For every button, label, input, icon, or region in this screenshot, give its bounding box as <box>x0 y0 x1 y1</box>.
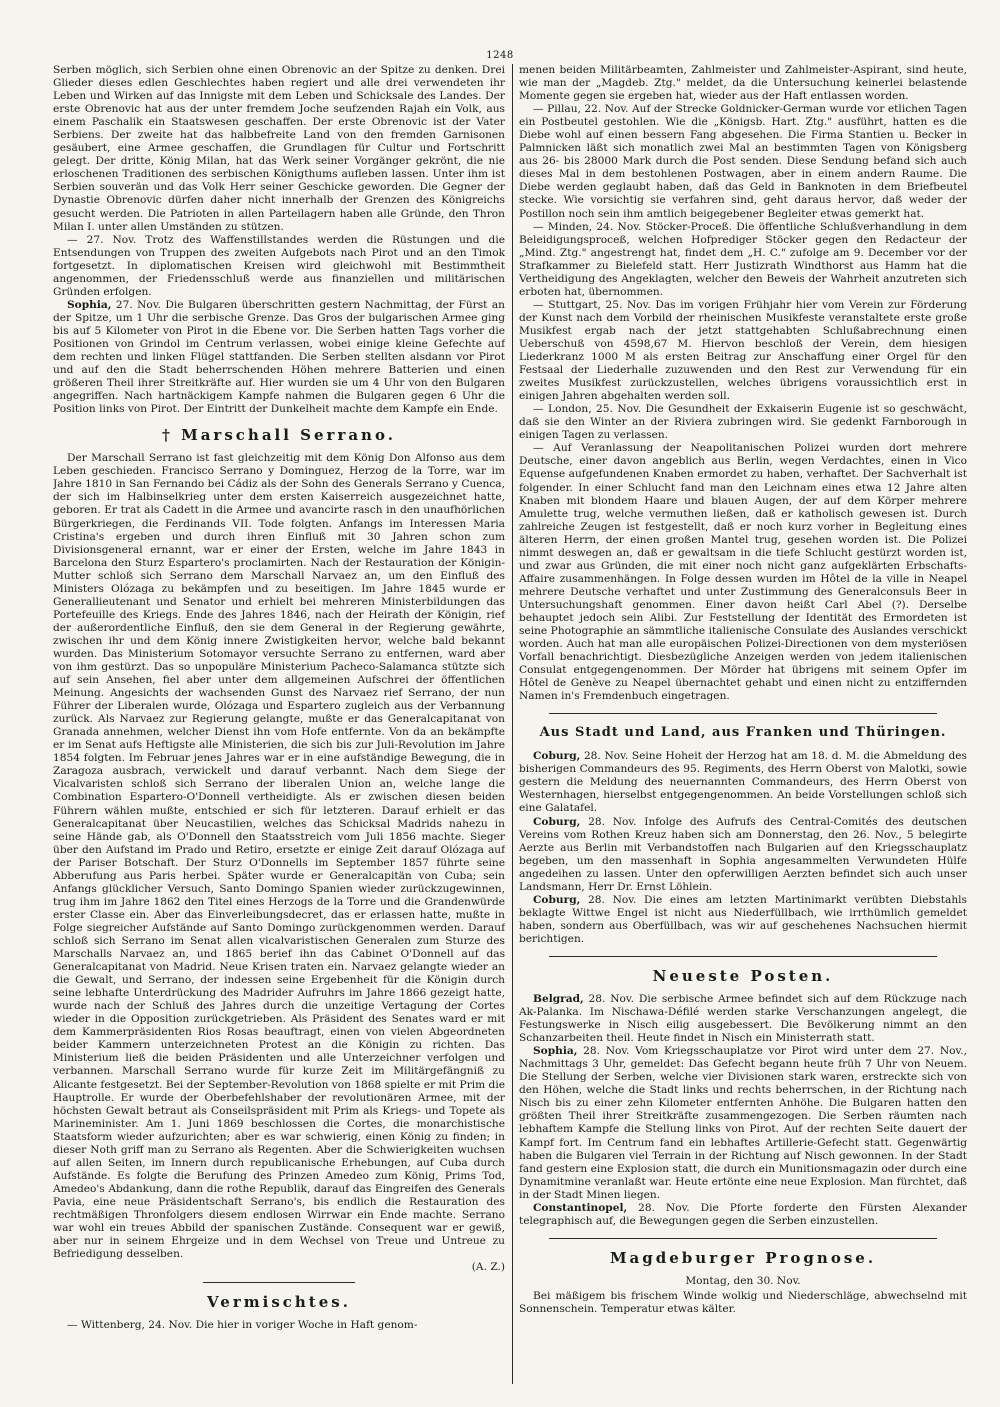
article-wittenberg-cont: menen beiden Militärbeamten, Zahlmeister und Zahlmeister-Aspirant, sind heute, wie man der „Magdeb. Ztg." meldet, da die Untersuchung keinerlei belastende Momente gegen sie ergeben hat, wieder aus der Haft entlassen worden. <box>519 64 967 103</box>
article-serrano: Der Marschall Serrano ist fast gleichzeitig mit dem König Don Alfonso aus dem Leben geschieden. Francisco Serrano y Dominguez, Herzog de la Torre, war im Jahre 1810 in San Fernando bei Cádiz als der Sohn des Generals Serrano y Cuenca, der sich im Halbinselkrieg unter dem ersten Kaiserreich ausgezeichnet hatte, geboren. Er trat als Cadett in die Armee und avancirte rasch in den unaufhörlichen Bürgerkriegen, die Ferdinands VII. Tode folgten. Anfangs im Interessen Maria Cristina's ergeben und durch ihren Einfluß mit 30 Jahren schon zum Divisionsgeneral ernannt, war er einer der Ersten, welche im Jahre 1843 in Barcelona den Sturz Espartero's proclamirten. Nach der Restauration der Königin-Mutter schloß sich Serrano dem Marschall Narvaez an, um den Einfluß des Ministers Olózaga zu bekämpfen und zu beseitigen. Im Jahre 1845 wurde er Generallieutenant und Senator und erhielt bei mehreren Ministerbildungen das Portefeuille des Kriegs. Ende des Jahres 1846, nach der Heirath der Königin, rief der außerordentliche Einfluß, den sie dem General in der Regierung gewährte, zwischen ihr und dem König innere Zwistigkeiten hervor, welche bald bekannt wurden. Das Ministerium Sotomayor versuchte Serrano zu entfernen, ward aber von ihm gestürzt. Das so unpopuläre Ministerium Pacheco-Salamanca stützte sich auf sein Ansehen, fiel aber unter dem allgemeinen Aufschrei der öffentlichen Meinung. Angesichts der wachsenden Gunst des Narvaez rief Serrano, der nun Führer der Liberalen wurde, Olózaga und Espartero zugleich aus der Verbannung zurück. Als Narvaez zur Regierung gelangte, mußte er das Generalcapitanat von Granada annehmen, welcher Dienst ihn vom Hofe entfernte. Von da an bekämpfte er im Senat aufs Heftigste alle Ministerien, die sich bis zur Juli-Revolution im Jahre 1854 folgten. Im Februar jenes Jahres war er in eine aufständige Bewegung, die in Zaragoza ausbrach, verwickelt und darauf verbannt. Nach dem Siege der Vicalvaristen schloß sich Serrano der liberalen Union an, welche lange die Combination Espartero-O'Donnell vertheidigte. Als er zwischen diesen beiden Führern wählen mußte, entschied er sich für letzteren. Darauf erhielt er das Generalcapitanat über Neucastilien, welches das Schicksal Madrids nahezu in seine Hände gab, als O'Donnell den Staatsstreich vom Juli 1856 machte. Sieger über den Aufstand im Prado und Retiro, ersetzte er einige Zeit darauf Olózaga auf der Pariser Botschaft. Der Sturz O'Donnells im September 1857 führte seine Abberufung aus Paris herbei. Später wurde er Generalcapitän von Cuba; sein Anfangs glücklicher Versuch, Santo Domingo Spanien wieder zurückzugewinnen, trug ihm im Jahre 1862 den Titel eines Herzogs de la Torre und die Grandenwürde erster Classe ein. Aber das Einverleibungsdecret, das er erlassen hatte, mußte in Folge siegreicher Aufstände auf Santo Domingo zurückgenommen werden. Darauf schloß sich Serrano im Senat allen vicalvaristischen Generalen zum Sturze des Marschalls Narvaez an, und 1865 berief ihn das Cabinet O'Donnell auf das Generalcapitanat von Madrid. Neue Krisen traten ein. Narvaez gelangte wieder an die Gewalt, und Serrano, der indessen seine Ergebenheit für die Königin durch seine lebhafte Unterdrückung des Madrider Aufruhrs im Jahre 1866 gezeigt hatte, wurde nach der Schluß des Jahres durch die unzeitige Vertagung der Cortes wieder in die Opposition zurückgetrieben. Als Präsident des Senates ward er mit dem Kammerpräsidenten Rios Rosas beauftragt, einen von vielen Abgeordneten beider Kammern unterzeichneten Protest an die Königin zu richten. Das Ministerium ließ die beiden Präsidenten und alle Unterzeichner verfolgen und verbannen. Marschall Serrano wurde für kurze Zeit im Militärgefängniß zu Alicante festgesetzt. Bei der September-Revolution von 1868 spielte er mit Prim die Hauptrolle. Er wurde der Oberbefehlshaber der revolutionären Armee, mit der höchsten Gewalt betraut als Conseilspräsident mit Prim als Kriegs- und Topete als Marineminister. Am 1. Juni 1869 beschlossen die Cortes, die monarchistische Staatsform wieder aufzurichten; aber es war schwierig, einen König zu finden; in dieser Noth griff man zu Serrano als Regenten. Aber die Schwierigkeiten wuchsen auf allen Seiten, im Innern durch republicanische Erhebungen, auf Cuba durch Aufstände. Es folgte die Berufung des Prinzen Amedeo zum König, Prims Tod, Amedeo's Abdankung, dann die rothe Republik, darauf das Eingreifen des Generals Pavia, eine neue Präsidentschaft Serrano's, bis endlich die Restauration des rechtmäßigen Thronfolgers diesem endlosen Wirrwar ein Ende machte. Serrano war wohl ein treues Abbild der spanischen Zustände. Consequent war er gewiß, aber nur in seinem Ehrgeize und in dem Wechsel von Treue und Untreue zu Befriedigung desselben. <box>53 452 505 1261</box>
heading-stadt-land: Aus Stadt und Land, aus Franken und Thüringen. <box>539 725 947 741</box>
dateline-sophia-2: Sophia, <box>533 1045 578 1058</box>
dateline-constantinopel: Constantinopel, <box>533 1201 628 1214</box>
heading-prognose: Magdeburger Prognose. <box>609 1248 877 1267</box>
article-london: — London, 25. Nov. Die Gesundheit der Exkaiserin Eugenie ist so geschwächt, daß sie den Winter an der Riviera zubringen wird. Sie gedenkt Farnborough in einigen Tagen zu verlassen. <box>519 403 967 442</box>
left-column <box>53 64 505 1384</box>
article-coburg-3-text: 28. Nov. Die eines am letzten Martinimarkt verübten Diebstahls beklagte Wittwe Engel ist nicht aus Niederfüllbach, wie irrthümlich gemeldet haben, sondern aus Oberfüllbach, was wir auf geschehenes Nachsuchen hiermit berichtigen. <box>519 893 967 945</box>
dateline-coburg-2: Coburg, <box>533 815 581 828</box>
heading-serrano: † Marschall Serrano. <box>162 426 396 445</box>
divider <box>203 1282 355 1283</box>
article-sophia-2-text: 28. Nov. Vom Kriegsschauplatze vor Pirot wird unter dem 27. Nov., Nachmittags 3 Uhr, gemeldet: Das Gefecht begann heute früh 7 Uhr von Neuem. Die Stellung der Serben, welche vier Divisionen stark waren, erstreckte sich von den Höhen, welche die Stadt links und rechts beherrschen, in der Richtung nach Nisch bis zu einer zehn Kilometer entfernten Anhöhe. Die Bulgaren hatten den größten Theil ihrer Streitkräfte zusammengezogen. Die Serben räumten nach lebhaftem Kampfe die Stellung links von Pirot. Auf der rechten Seite dauert der Kampf fort. Im Centrum fand ein lebhaftes Artillerie-Gefecht statt. Gegenwärtig haben die Bulgaren viel Terrain in der Richtung auf Nisch gewonnen. In der Stadt fand gestern eine Explosion statt, die durch ein Munitionsmagazin oder durch eine Dynamitmine veranlaßt war. Heute ertönte eine neue Explosion. Man fürchtet, daß in der Stadt Minen liegen. <box>519 1045 967 1201</box>
column-rule <box>512 64 513 1384</box>
prognose-text: Bei mäßigem bis frischem Winde wolkig und Niederschläge, abwechselnd mit Sonnenschein. Temperatur etwas kälter. <box>519 1289 967 1315</box>
dateline-coburg-1: Coburg, <box>533 750 581 763</box>
article-sophia-text: 27. Nov. Die Bulgaren überschritten gestern Nachmittag, der Fürst an der Spitze, um 1 Uhr die serbische Grenze. Das Gros der bulgarischen Armee ging bis auf 5 Kilometer von Pirot in die Ebene vor. Die Serben hatten Tags vorher die Positionen von Grindol im Centrum verlassen, wobei einige kleine Gefechte auf dem rechten und linken Flügel stattfanden. Die Serben stellten alsdann vor Pirot und auf den die Stadt beherrschenden Höhen mehrere Batterien und einen größeren Theil ihrer Streitkräfte auf. Hier wurden sie um 4 Uhr von den Bulgaren angegriffen. Nach hartnäckigem Kampfe nahmen die Bulgaren gegen 6 Uhr die Position links von Pirot. Der Eintritt der Dunkelheit machte dem Kampfe ein Ende. <box>53 298 505 416</box>
article-serbia-nov27: — 27. Nov. Trotz des Waffenstillstandes werden die Rüstungen und die Entsendungen von Truppen des zweiten Aufgebots nach Pirot und an den Timok fortgesetzt. In diplomatischen Kreisen wird gleichwohl mit Bestimmtheit angenommen, der Friedensschluß werde aus finanziellen und militärischen Gründen erfolgen. <box>53 233 505 298</box>
article-coburg-1-text: 28. Nov. Seine Hoheit der Herzog hat am 18. d. M. die Abmeldung des bisherigen Commandeurs des 95. Regiments, des Herrn Oberst von Malotki, sowie gestern die Meldung des neuernannten Commandeurs, des Herrn Oberst von Westernhagen, hierselbst entgegengenommen. An beide Vorstellungen schloß sich eine Galatafel. <box>519 750 967 815</box>
article-wittenberg: — Wittenberg, 24. Nov. Die hier in voriger Woche in Haft genom- <box>67 1319 418 1332</box>
article-serbia-text: Serben möglich, sich Serbien ohne einen Obrenovic an der Spitze zu denken. Drei Glieder dieses edlen Geschlechtes haben regiert und alle drei verwendeten ihr Leben und Wirken auf das Innigste mit dem Leben und Schicksale des Landes. Der erste Obrenovic hat aus der unter fremdem Joche seufzenden Rajah ein Volk, aus einem Paschalik ein Staatswesen geschaffen. Der erste Obrenovic ist der Vater Serbiens. Der zweite hat das halbbefreite Land von den fremden Garnisonen gesäubert, eine Armee geschaffen, die Grundlagen für Cultur und Fortschritt gelegt. Der dritte, König Milan, hat das Werk seiner Vorgänger gekrönt, die nie erloschenen Traditionen des serbischen Königthums aufleben lassen. Unter ihm ist Serbien souverän und das Volk Herr seiner Geschicke geworden. Die Gegner der Dynastie Obrenovic dürfen daher nicht innerhalb der Grenzen des Königreichs gesucht werden. Die Patrioten in allen Parteilagern haben alle Gründe, den Thron Milan I. unter allen Umständen zu stützen. <box>53 64 505 233</box>
source-signature: (A. Z.) <box>471 1261 505 1274</box>
heading-neueste-posten: Neueste Posten. <box>652 967 834 985</box>
divider <box>549 713 937 714</box>
dateline-belgrad: Belgrad, <box>533 993 584 1005</box>
article-belgrad-text: 28. Nov. Die serbische Armee befindet sich auf dem Rückzuge nach Ak-Palanka. Im Nischawa-Défilé werden starke Verschanzungen angelegt, die Festungswerke in Nisch eilig ausgebessert. Die Bevölkerung nimmt an den Schanzarbeiten theil. Heute findet in Nisch ein Ministerrath statt. <box>519 993 967 1045</box>
right-column <box>519 64 967 1384</box>
article-sophia-2 <box>519 1045 967 1202</box>
page-number: 1248 <box>486 50 514 61</box>
prognose-date: Montag, den 30. Nov. <box>685 1274 801 1287</box>
divider <box>549 1238 937 1239</box>
article-sophia <box>53 299 505 416</box>
dateline-coburg-3: Coburg, <box>533 893 581 906</box>
article-coburg-2-text: 28. Nov. Infolge des Aufrufs des Central-Comités des deutschen Vereins vom Rothen Kreuz haben sich am Donnerstag, den 26. Nov., 5 belegirte Aerzte aus Berlin mit Verbandstoffen nach Bulgarien auf den Kriegsschauplatz begeben, um den massenhaft in Sophia angesammelten Verwundeten Hülfe angedeihen zu lassen. Unter den opferwilligen Aerzten befindet sich auch unser Landsmann, Herr Dr. Ernst Löhlein. <box>519 815 967 893</box>
article-minden: — Minden, 24. Nov. Stöcker-Proceß. Die öffentliche Schlußverhandlung in dem Beleidigungsproceß, welchen Hofprediger Stöcker gegen den Redacteur der „Mind. Ztg." angestrengt hat, findet dem „H. C." zufolge am 9. December vor der Strafkammer zu Bielefeld statt. Herr Justizrath Windthorst aus Hamm hat die Vertheidigung des Angeklagten, welcher den Beweis der Wahrheit anzutreten sich erboten hat, übernommen. <box>519 220 967 298</box>
article-coburg-3 <box>519 894 967 946</box>
article-constantinopel-text: 28. Nov. Die Pforte forderte den Fürsten Alexander telegraphisch auf, die Bewegungen gegen die Serben einzustellen. <box>519 1201 967 1227</box>
article-belgrad <box>519 993 967 1045</box>
article-coburg-2 <box>519 816 967 894</box>
article-pillau: — Pillau, 22. Nov. Auf der Strecke Goldnicker-German wurde vor etlichen Tagen ein Postbeutel gestohlen. Wie die „Königsb. Hart. Ztg." ausführt, hatten es die Diebe wohl auf einen bessern Fang abgesehen. Die Firma Stantien u. Becker in Palmnicken läßt sich monatlich zwei Mal an bestimmten Tagen von Königsberg aus 26- bis 28000 Mark durch die Post senden. Diese Sendung befand sich auch dieses Mal in dem bestohlenen Postwagen, aber in einem andern Raume. Die Diebe werden geglaubt haben, daß das Geld in Banknoten in dem Briefbeutel stecke. Wie vorsichtig sie verfahren sind, geht daraus hervor, daß weder der Postillon noch sein ihm amtlich beigegebener Begleiter etwas gemerkt hat. <box>519 103 967 220</box>
article-constantinopel <box>519 1202 967 1228</box>
dateline-sophia: Sophia, <box>67 298 112 311</box>
article-coburg-1 <box>519 750 967 815</box>
article-stuttgart: — Stuttgart, 25. Nov. Das im vorigen Frühjahr hier vom Verein zur Förderung der Kunst nach dem Vorbild der rheinischen Musikfeste veranstaltete erste große Musikfest ergab nach der jetzt stattgehabten Schlußabrechnung einen Ueberschuß von 4598,67 M. Hiervon beschloß der Verein, dem hiesigen Liederkranz 1000 M als ersten Beitrag zur Anschaffung einer Orgel für den Festsaal der Liederhalle zuzuwenden und den Rest zur Verwendung für ein zweites Musikfest zurückzustellen, welches übrigens voraussichtlich erst in einigen Jahren abgehalten werden soll. <box>519 298 967 403</box>
heading-vermischtes: Vermischtes. <box>207 1293 351 1312</box>
divider <box>549 956 937 957</box>
article-neapel: — Auf Veranlassung der Neapolitanischen Polizei wurden dort mehrere Deutsche, einer davon angeblich aus Berlin, wegen Verdachtes, einen in Vico Equense aufgefundenen Knaben ermordet zu haben, verhaftet. Der Sachverhalt ist folgender. In einer Schlucht fand man den Leichnam eines etwa 12 Jahre alten Knaben mit blondem Haare und blauen Augen, der auf dem Körper mehrere Amulette trug, welche vermuthen ließen, daß er katholisch gewesen ist. Durch zahlreiche Zeugen ist festgestellt, daß er noch kurz vorher in Begleitung eines älteren Herrn, der einen großen Mantel trug, gesehen worden ist. Die Polizei nimmt deswegen an, daß er gewaltsam in die tiefe Schlucht gestürzt worden ist, und zwar aus Gründen, die mit einer noch nicht ganz aufgeklärten Erbschafts-Affaire zusammenhängen. In Folge dessen wurden im Hôtel de la ville in Neapel mehrere Deutsche verhaftet und unter Zustimmung des Generalconsuls Beer in Untersuchungshaft genommen. Einer davon heißt Carl Abel (?). Derselbe behauptet jedoch sein Alibi. Zur Feststellung der Identität des Ermordeten ist seine Photographie an sämmtliche italienische Consulate des Auslandes verschickt worden. Auch hat man alle europäischen Polizei-Directionen von dem mysteriösen Vorfall benachrichtigt. Diesbezügliche Anzeigen werden von jedem italienischen Consulat entgegengenommen. Der Mörder hat übrigens mit seinem Opfer im Hôtel de Genève zu Neapel übernachtet gehabt und einen nicht zu entziffernden Namen in's Fremdenbuch eingetragen. <box>519 442 967 703</box>
